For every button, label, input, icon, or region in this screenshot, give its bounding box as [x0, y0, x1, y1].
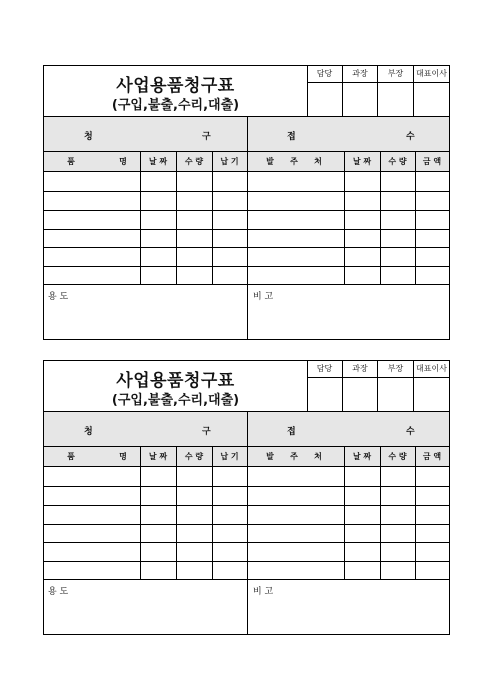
divider [140, 152, 141, 284]
section-band [44, 116, 449, 152]
col-vendor: 주 [290, 157, 298, 166]
approval-label: 담당 [307, 66, 342, 83]
table-row[interactable] [44, 210, 449, 211]
col-date: 날 짜 [148, 157, 168, 166]
divider [176, 447, 177, 579]
title-area [44, 66, 308, 116]
request-form-1 [43, 65, 450, 340]
approval-box-staff[interactable] [307, 361, 343, 411]
divider [247, 117, 248, 151]
divider [415, 152, 416, 284]
col-vendor: 처 [314, 452, 322, 461]
approval-block [307, 66, 449, 116]
title-area [44, 361, 308, 411]
table-row[interactable] [44, 247, 449, 248]
divider [247, 285, 248, 340]
section-label-receipt: 수 [406, 427, 415, 437]
table-row[interactable] [44, 505, 449, 506]
col-item-name: 명 [119, 452, 127, 461]
col-item-name: 명 [119, 157, 127, 166]
col-due-date: 납 기 [220, 452, 239, 461]
section-label-request: 구 [202, 132, 211, 142]
notes-row [44, 284, 449, 340]
form-header [44, 66, 449, 116]
col-amount: 금 액 [422, 157, 442, 166]
table-row[interactable] [44, 524, 449, 525]
section-label-request: 청 [84, 427, 93, 437]
col-quantity: 수 량 [388, 157, 407, 166]
divider [212, 447, 213, 579]
divider [247, 152, 248, 284]
remarks-label: 비 고 [253, 292, 274, 302]
request-form-2 [43, 360, 450, 635]
form-title: 사업용품청구표 [116, 371, 235, 391]
divider [344, 447, 345, 579]
divider [380, 447, 381, 579]
col-vendor: 발 [266, 452, 274, 461]
approval-label: 과장 [343, 361, 377, 378]
col-date: 날 짜 [352, 452, 372, 461]
approval-box-director[interactable] [378, 361, 414, 411]
form-subtitle: (구입,불출,수리,대출) [111, 393, 240, 408]
approval-box-manager[interactable] [343, 66, 378, 116]
approval-label: 부장 [378, 66, 413, 83]
col-quantity: 수 량 [388, 452, 407, 461]
section-label-request: 청 [84, 132, 93, 142]
approval-box-ceo[interactable] [414, 361, 449, 411]
section-label-receipt: 접 [287, 427, 296, 437]
table-row[interactable] [44, 266, 449, 267]
notes-row [44, 579, 449, 635]
approval-box-manager[interactable] [343, 361, 378, 411]
purpose-label: 용 도 [48, 587, 69, 597]
table-row[interactable] [44, 561, 449, 562]
approval-label: 대표이사 [414, 361, 449, 378]
table-row[interactable] [44, 486, 449, 487]
divider [247, 580, 248, 635]
col-quantity: 수 량 [184, 157, 204, 166]
divider [247, 412, 248, 446]
divider [140, 447, 141, 579]
form-subtitle: (구입,불출,수리,대출) [111, 98, 240, 113]
divider [415, 447, 416, 579]
purpose-label: 용 도 [48, 292, 69, 302]
table-row[interactable] [44, 229, 449, 230]
approval-block [307, 361, 449, 411]
col-due-date: 납 기 [220, 157, 239, 166]
form-header [44, 361, 449, 411]
section-label-receipt: 수 [406, 132, 415, 142]
section-label-request: 구 [202, 427, 211, 437]
col-vendor: 주 [290, 452, 298, 461]
col-item-name: 품 [67, 157, 75, 166]
approval-label: 담당 [307, 361, 342, 378]
table-row[interactable] [44, 542, 449, 543]
col-quantity: 수 량 [184, 452, 204, 461]
divider [344, 152, 345, 284]
divider [212, 152, 213, 284]
table-row[interactable] [44, 191, 449, 192]
section-label-receipt: 접 [287, 132, 296, 142]
approval-box-ceo[interactable] [414, 66, 449, 116]
col-date: 날 짜 [148, 452, 168, 461]
section-band [44, 411, 449, 447]
col-vendor: 발 [266, 157, 274, 166]
approval-box-staff[interactable] [307, 66, 343, 116]
col-item-name: 품 [67, 452, 75, 461]
remarks-label: 비 고 [253, 587, 274, 597]
approval-box-director[interactable] [378, 66, 414, 116]
form-title: 사업용품청구표 [116, 76, 235, 96]
approval-label: 부장 [378, 361, 413, 378]
approval-label: 대표이사 [414, 66, 449, 83]
col-vendor: 처 [314, 157, 322, 166]
approval-label: 과장 [343, 66, 377, 83]
col-amount: 금 액 [422, 452, 442, 461]
col-date: 날 짜 [352, 157, 372, 166]
divider [380, 152, 381, 284]
divider [247, 447, 248, 579]
divider [176, 152, 177, 284]
